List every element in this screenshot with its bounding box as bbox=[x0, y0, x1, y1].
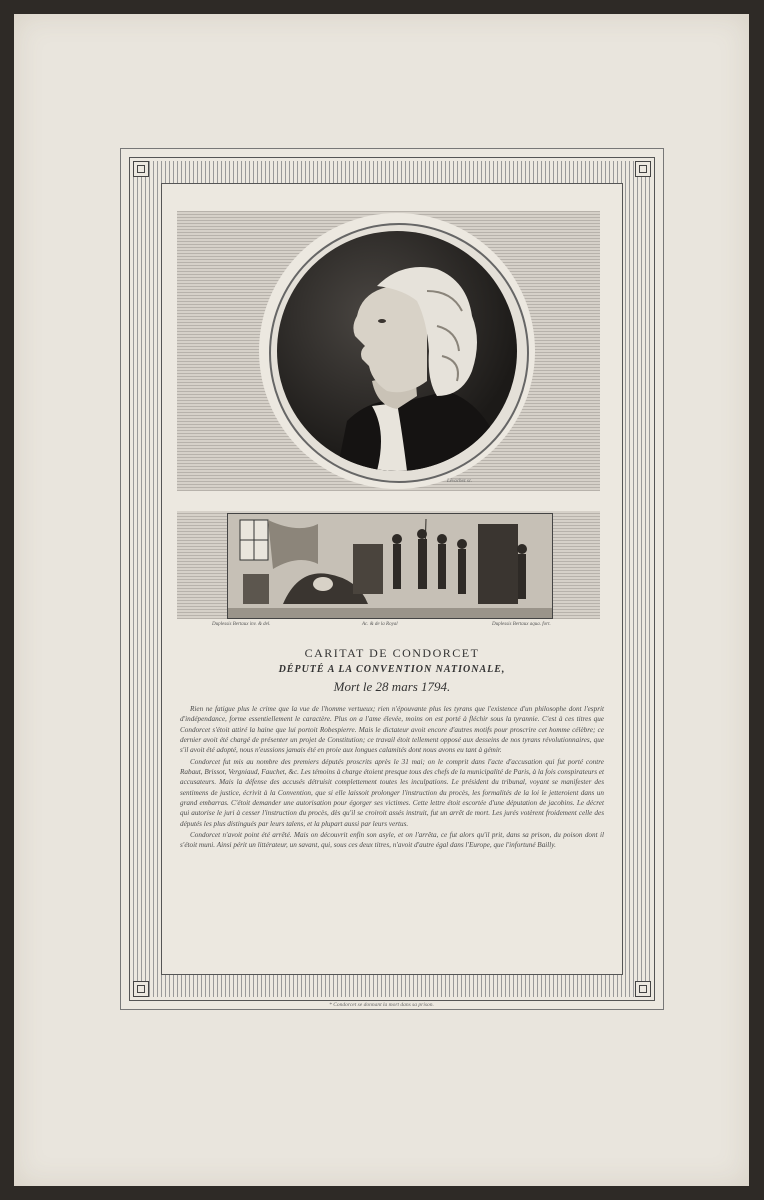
prison-scene-image bbox=[227, 513, 553, 619]
paper-sheet bbox=[14, 14, 749, 1186]
scene-panel bbox=[177, 511, 600, 619]
biography-text bbox=[180, 704, 604, 852]
death-date: Mort le 28 mars 1794. bbox=[333, 679, 451, 694]
portrait-image bbox=[277, 231, 517, 471]
corner-ornament bbox=[133, 161, 149, 177]
corner-ornament bbox=[133, 981, 149, 997]
portrait-medallion bbox=[259, 213, 535, 489]
biography-paragraph: Condorcet n'avoit point été arrêté. Mais on découvrit enfin son asyle, et on l'arrêta, ce fut alors qu'il prit, dans sa prison, du poison dont il s'étoit muni. Ainsi périt un littérateur, un savant, qui, sous ces deux titres, n'avoit d'autre égal dans l'Europe, que l'infortuné Bailly. bbox=[180, 831, 604, 850]
biography-paragraph: Condorcet fut mis au nombre des premiers députés proscrits après le 31 mai; on le comprit dans l'acte d'accusation qui fut porté contre Rabaut, Brissot, Vergniaud, Fauchet, &c. Les témoins à charge étoient presque tous des chefs de la municipalité de Paris, à la fois conspirateurs et accusateurs. Mais la défense des accusés détruisit complettement toutes les inculpations. Le président du tribunal, voyant se manifester des sentimens de justice, écrivit à la Convention, que si elle laissoit prolonger l'instruction du procès, les formalités de la loi le jetteroient dans un grand embarras. C'étoit demander une autorisation pour égorger ses victimes. Cette lettre étoit escortée d'une députation de jacobins. Le décret qui autorise le juri à cesser l'instruction du procès, dès qu'il se croiroit assés instruit, fut un arrêt de mort. Les jurés votèrent froidement celle des députés les plus distingués par leurs talens, et la plupart aussi par leurs vertus. bbox=[180, 757, 604, 828]
engraver-signature: Lévachez sc. bbox=[447, 479, 473, 484]
credit-left: Duplessis Bertaux inv. & del. bbox=[212, 622, 271, 627]
subject-role: DÉPUTÉ A LA CONVENTION NATIONALE, bbox=[278, 664, 506, 675]
portrait-drawing bbox=[277, 231, 517, 471]
corner-ornament bbox=[635, 981, 651, 997]
corner-ornament bbox=[635, 161, 651, 177]
biography-paragraph: Rien ne fatigue plus le crime que la vue de l'homme vertueux; rien n'épouvante plus les tyrans que l'existence d'un philosophe dont l'esprit d'indépendance, forme essentiellement le caractère. Plus on a l'ame élevée, moins on est porté à fléchir sous la tyrannie. C'est à ces titres que Condorcet s'étoit attiré la haine que lui portoit Robespierre. Mais le dictateur avoit encore d'autres motifs pour proscrire cet homme célèbre; ce dernier avoit été chargé de présenter un projet de Constitution; ce travail étoit tellement opposé aux desseins de nos tyrans révolutionnaires, que s'il avoit été adopté, nous n'eussions jamais été en proie aux longues calamités dont nous avons eu tant à gémir. bbox=[180, 705, 604, 755]
portrait-panel bbox=[177, 211, 600, 491]
inner-panel bbox=[161, 183, 623, 975]
engraving-plate bbox=[120, 148, 664, 1010]
credit-right: Duplessis Bertaux aqua. fort. bbox=[492, 622, 551, 627]
subject-name: CARITAT DE CONDORCET bbox=[304, 646, 480, 660]
footnote: * Condorcet se donnant la mort dans sa prison. bbox=[329, 1002, 434, 1008]
credit-center: Ac. & de la Royal bbox=[362, 622, 398, 627]
prison-scene-drawing bbox=[228, 514, 552, 618]
